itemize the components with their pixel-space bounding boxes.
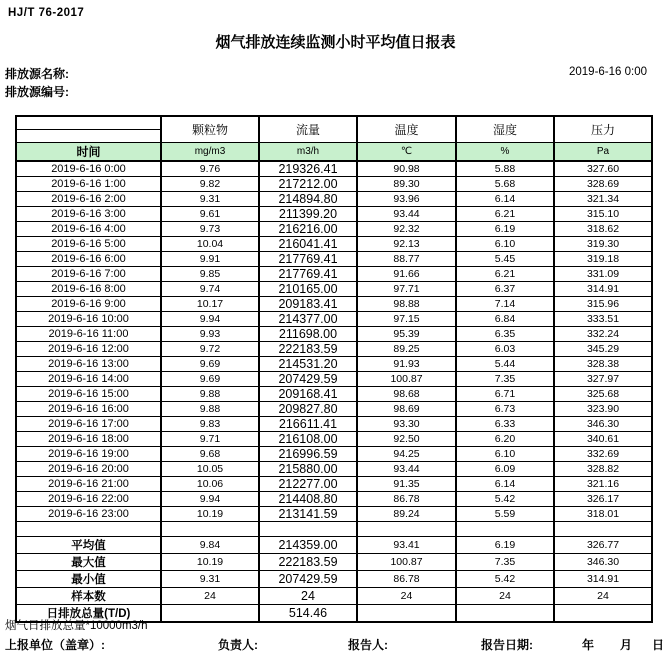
summary-label-cell: 平均值 <box>16 536 161 553</box>
month-label: 月 <box>620 638 633 652</box>
table-row <box>16 311 652 326</box>
value-cell: 332.69 <box>554 446 652 461</box>
value-cell: 89.30 <box>357 176 456 191</box>
value-cell: 9.88 <box>161 386 259 401</box>
value-cell: 9.82 <box>161 176 259 191</box>
summary-value-cell: 9.31 <box>161 570 259 587</box>
value-cell: 321.16 <box>554 476 652 491</box>
header-blank-bottom-cell <box>16 129 161 142</box>
value-cell: 346.30 <box>554 416 652 431</box>
time-cell: 2019-6-16 13:00 <box>16 356 161 371</box>
value-cell: 216611.41 <box>259 416 357 431</box>
table-row <box>16 446 652 461</box>
value-cell: 319.18 <box>554 251 652 266</box>
time-header-cell: 时间 <box>16 142 161 161</box>
value-cell: 97.15 <box>357 311 456 326</box>
value-cell: 100.87 <box>357 371 456 386</box>
value-cell: 9.61 <box>161 206 259 221</box>
value-cell: 6.14 <box>456 191 554 206</box>
value-cell: 328.38 <box>554 356 652 371</box>
value-cell: 5.45 <box>456 251 554 266</box>
table-row <box>16 176 652 191</box>
summary-value-cell: 207429.59 <box>259 570 357 587</box>
value-cell: 89.24 <box>357 506 456 521</box>
value-cell: 321.34 <box>554 191 652 206</box>
value-cell: 331.09 <box>554 266 652 281</box>
table-row <box>16 416 652 431</box>
column-header-pressure: 压力 <box>554 116 652 142</box>
summary-label-cell: 样本数 <box>16 587 161 604</box>
value-cell: 5.44 <box>456 356 554 371</box>
value-cell: 7.14 <box>456 296 554 311</box>
table-row <box>16 161 652 177</box>
value-cell: 93.44 <box>357 206 456 221</box>
value-cell: 95.39 <box>357 326 456 341</box>
value-cell: 9.69 <box>161 371 259 386</box>
value-cell: 333.51 <box>554 311 652 326</box>
summary-value-cell: 326.77 <box>554 536 652 553</box>
summary-value-cell: 93.41 <box>357 536 456 553</box>
value-cell: 327.60 <box>554 161 652 177</box>
time-cell: 2019-6-16 16:00 <box>16 401 161 416</box>
spacer-cell <box>161 521 259 536</box>
value-cell: 93.44 <box>357 461 456 476</box>
table-row <box>16 431 652 446</box>
table-row <box>16 266 652 281</box>
table-row <box>16 281 652 296</box>
spacer-cell <box>259 521 357 536</box>
table-row <box>16 356 652 371</box>
summary-value-cell: 222183.59 <box>259 553 357 570</box>
value-cell: 213141.59 <box>259 506 357 521</box>
value-cell: 6.21 <box>456 206 554 221</box>
value-cell: 91.35 <box>357 476 456 491</box>
unit-cell-pressure: Pa <box>554 142 652 161</box>
summary-value-cell: 100.87 <box>357 553 456 570</box>
value-cell: 222183.59 <box>259 341 357 356</box>
value-cell: 6.19 <box>456 221 554 236</box>
reporter-label: 报告人: <box>348 638 388 652</box>
value-cell: 9.71 <box>161 431 259 446</box>
value-cell: 10.06 <box>161 476 259 491</box>
value-cell: 328.82 <box>554 461 652 476</box>
report-date-label: 报告日期: <box>481 638 533 652</box>
header-row-top <box>16 116 652 129</box>
value-cell: 10.17 <box>161 296 259 311</box>
value-cell: 9.76 <box>161 161 259 177</box>
value-cell: 327.97 <box>554 371 652 386</box>
value-cell: 315.96 <box>554 296 652 311</box>
summary-value-cell: 514.46 <box>259 604 357 622</box>
summary-value-cell: 24 <box>259 587 357 604</box>
value-cell: 7.35 <box>456 371 554 386</box>
value-cell: 214408.80 <box>259 491 357 506</box>
value-cell: 216996.59 <box>259 446 357 461</box>
responsible-person-label: 负责人: <box>218 638 258 652</box>
value-cell: 98.69 <box>357 401 456 416</box>
value-cell: 319.30 <box>554 236 652 251</box>
summary-value-cell: 314.91 <box>554 570 652 587</box>
value-cell: 86.78 <box>357 491 456 506</box>
value-cell: 6.71 <box>456 386 554 401</box>
time-cell: 2019-6-16 10:00 <box>16 311 161 326</box>
value-cell: 211698.00 <box>259 326 357 341</box>
source-code-label: 排放源编号: <box>5 85 69 99</box>
summary-label-cell: 最小值 <box>16 570 161 587</box>
standard-number: HJ/T 76-2017 <box>8 7 85 19</box>
value-cell: 9.93 <box>161 326 259 341</box>
value-cell: 6.33 <box>456 416 554 431</box>
table-body <box>16 161 652 622</box>
value-cell: 5.68 <box>456 176 554 191</box>
value-cell: 9.94 <box>161 491 259 506</box>
summary-value-cell: 86.78 <box>357 570 456 587</box>
value-cell: 92.50 <box>357 431 456 446</box>
unit-cell-particulate: mg/m3 <box>161 142 259 161</box>
time-cell: 2019-6-16 5:00 <box>16 236 161 251</box>
value-cell: 219326.41 <box>259 161 357 177</box>
summary-row <box>16 587 652 604</box>
value-cell: 314.91 <box>554 281 652 296</box>
value-cell: 216108.00 <box>259 431 357 446</box>
value-cell: 217769.41 <box>259 266 357 281</box>
summary-value-cell <box>554 604 652 622</box>
value-cell: 93.30 <box>357 416 456 431</box>
spacer-row <box>16 521 652 536</box>
value-cell: 92.13 <box>357 236 456 251</box>
time-cell: 2019-6-16 18:00 <box>16 431 161 446</box>
time-cell: 2019-6-16 22:00 <box>16 491 161 506</box>
year-label: 年 <box>582 638 595 652</box>
time-cell: 2019-6-16 17:00 <box>16 416 161 431</box>
time-cell: 2019-6-16 2:00 <box>16 191 161 206</box>
summary-value-cell: 24 <box>161 587 259 604</box>
spacer-cell <box>456 521 554 536</box>
value-cell: 9.88 <box>161 401 259 416</box>
value-cell: 9.72 <box>161 341 259 356</box>
value-cell: 5.88 <box>456 161 554 177</box>
table-row <box>16 251 652 266</box>
summary-value-cell: 24 <box>554 587 652 604</box>
value-cell: 217212.00 <box>259 176 357 191</box>
value-cell: 212277.00 <box>259 476 357 491</box>
report-table <box>15 115 653 623</box>
value-cell: 10.05 <box>161 461 259 476</box>
table-row <box>16 236 652 251</box>
value-cell: 9.83 <box>161 416 259 431</box>
summary-value-cell: 6.19 <box>456 536 554 553</box>
table-row <box>16 386 652 401</box>
time-cell: 2019-6-16 14:00 <box>16 371 161 386</box>
column-header-temperature: 温度 <box>357 116 456 142</box>
value-cell: 91.93 <box>357 356 456 371</box>
value-cell: 328.69 <box>554 176 652 191</box>
table-row <box>16 221 652 236</box>
summary-value-cell: 9.84 <box>161 536 259 553</box>
value-cell: 10.04 <box>161 236 259 251</box>
value-cell: 345.29 <box>554 341 652 356</box>
value-cell: 210165.00 <box>259 281 357 296</box>
value-cell: 318.62 <box>554 221 652 236</box>
summary-row <box>16 536 652 553</box>
value-cell: 209183.41 <box>259 296 357 311</box>
value-cell: 315.10 <box>554 206 652 221</box>
value-cell: 332.24 <box>554 326 652 341</box>
table-row <box>16 401 652 416</box>
spacer-cell <box>357 521 456 536</box>
value-cell: 6.14 <box>456 476 554 491</box>
spacer-cell <box>16 521 161 536</box>
summary-value-cell <box>456 604 554 622</box>
value-cell: 89.25 <box>357 341 456 356</box>
value-cell: 215880.00 <box>259 461 357 476</box>
time-cell: 2019-6-16 12:00 <box>16 341 161 356</box>
time-cell: 2019-6-16 9:00 <box>16 296 161 311</box>
value-cell: 9.73 <box>161 221 259 236</box>
value-cell: 6.37 <box>456 281 554 296</box>
value-cell: 216041.41 <box>259 236 357 251</box>
value-cell: 6.10 <box>456 446 554 461</box>
time-cell: 2019-6-16 20:00 <box>16 461 161 476</box>
column-header-flow: 流量 <box>259 116 357 142</box>
value-cell: 9.31 <box>161 191 259 206</box>
value-cell: 6.10 <box>456 236 554 251</box>
value-cell: 9.94 <box>161 311 259 326</box>
day-label: 日 <box>652 638 665 652</box>
report-unit-label: 上报单位（盖章）: <box>5 638 105 652</box>
value-cell: 98.68 <box>357 386 456 401</box>
value-cell: 9.69 <box>161 356 259 371</box>
value-cell: 6.03 <box>456 341 554 356</box>
value-cell: 92.32 <box>357 221 456 236</box>
time-cell: 2019-6-16 8:00 <box>16 281 161 296</box>
time-cell: 2019-6-16 11:00 <box>16 326 161 341</box>
value-cell: 340.61 <box>554 431 652 446</box>
time-cell: 2019-6-16 23:00 <box>16 506 161 521</box>
summary-row <box>16 553 652 570</box>
value-cell: 6.21 <box>456 266 554 281</box>
summary-value-cell: 5.42 <box>456 570 554 587</box>
table-row <box>16 506 652 521</box>
source-name-label: 排放源名称: <box>5 67 69 81</box>
value-cell: 217769.41 <box>259 251 357 266</box>
page-title: 烟气排放连续监测小时平均值日报表 <box>215 34 456 51</box>
table-row <box>16 296 652 311</box>
value-cell: 323.90 <box>554 401 652 416</box>
table-row <box>16 476 652 491</box>
header-blank-top-cell <box>16 116 161 129</box>
value-cell: 98.88 <box>357 296 456 311</box>
summary-label-cell: 日排放总量(T/D) <box>16 604 161 622</box>
unit-cell-flow: m3/h <box>259 142 357 161</box>
table-row <box>16 341 652 356</box>
value-cell: 9.68 <box>161 446 259 461</box>
value-cell: 318.01 <box>554 506 652 521</box>
summary-label-cell: 最大值 <box>16 553 161 570</box>
summary-value-cell <box>357 604 456 622</box>
value-cell: 325.68 <box>554 386 652 401</box>
time-cell: 2019-6-16 4:00 <box>16 221 161 236</box>
summary-row <box>16 570 652 587</box>
value-cell: 6.09 <box>456 461 554 476</box>
summary-value-cell: 24 <box>456 587 554 604</box>
time-cell: 2019-6-16 0:00 <box>16 161 161 177</box>
column-header-particulate: 颗粒物 <box>161 116 259 142</box>
summary-value-cell <box>161 604 259 622</box>
total-emission-note: 烟气日排放总量*10000m3/h <box>5 620 148 632</box>
value-cell: 326.17 <box>554 491 652 506</box>
value-cell: 90.98 <box>357 161 456 177</box>
unit-cell-humidity: % <box>456 142 554 161</box>
time-cell: 2019-6-16 3:00 <box>16 206 161 221</box>
value-cell: 5.42 <box>456 491 554 506</box>
time-cell: 2019-6-16 6:00 <box>16 251 161 266</box>
value-cell: 209827.80 <box>259 401 357 416</box>
spacer-cell <box>554 521 652 536</box>
value-cell: 97.71 <box>357 281 456 296</box>
table-row <box>16 206 652 221</box>
value-cell: 6.35 <box>456 326 554 341</box>
summary-value-cell: 24 <box>357 587 456 604</box>
summary-value-cell: 10.19 <box>161 553 259 570</box>
value-cell: 88.77 <box>357 251 456 266</box>
report-datetime: 2019-6-16 0:00 <box>568 66 647 78</box>
value-cell: 94.25 <box>357 446 456 461</box>
value-cell: 6.84 <box>456 311 554 326</box>
value-cell: 9.74 <box>161 281 259 296</box>
value-cell: 216216.00 <box>259 221 357 236</box>
summary-value-cell: 346.30 <box>554 553 652 570</box>
value-cell: 93.96 <box>357 191 456 206</box>
table-row <box>16 461 652 476</box>
value-cell: 5.59 <box>456 506 554 521</box>
value-cell: 6.73 <box>456 401 554 416</box>
value-cell: 91.66 <box>357 266 456 281</box>
value-cell: 6.20 <box>456 431 554 446</box>
value-cell: 214894.80 <box>259 191 357 206</box>
table-row <box>16 326 652 341</box>
unit-cell-temperature: ℃ <box>357 142 456 161</box>
time-cell: 2019-6-16 21:00 <box>16 476 161 491</box>
value-cell: 214531.20 <box>259 356 357 371</box>
table-row <box>16 371 652 386</box>
table-row <box>16 191 652 206</box>
time-cell: 2019-6-16 15:00 <box>16 386 161 401</box>
time-cell: 2019-6-16 7:00 <box>16 266 161 281</box>
value-cell: 10.19 <box>161 506 259 521</box>
value-cell: 214377.00 <box>259 311 357 326</box>
value-cell: 207429.59 <box>259 371 357 386</box>
time-cell: 2019-6-16 19:00 <box>16 446 161 461</box>
value-cell: 9.91 <box>161 251 259 266</box>
summary-value-cell: 214359.00 <box>259 536 357 553</box>
table-row <box>16 491 652 506</box>
value-cell: 211399.20 <box>259 206 357 221</box>
time-cell: 2019-6-16 1:00 <box>16 176 161 191</box>
value-cell: 209168.41 <box>259 386 357 401</box>
column-header-humidity: 湿度 <box>456 116 554 142</box>
summary-value-cell: 7.35 <box>456 553 554 570</box>
unit-row <box>16 142 652 161</box>
value-cell: 9.85 <box>161 266 259 281</box>
